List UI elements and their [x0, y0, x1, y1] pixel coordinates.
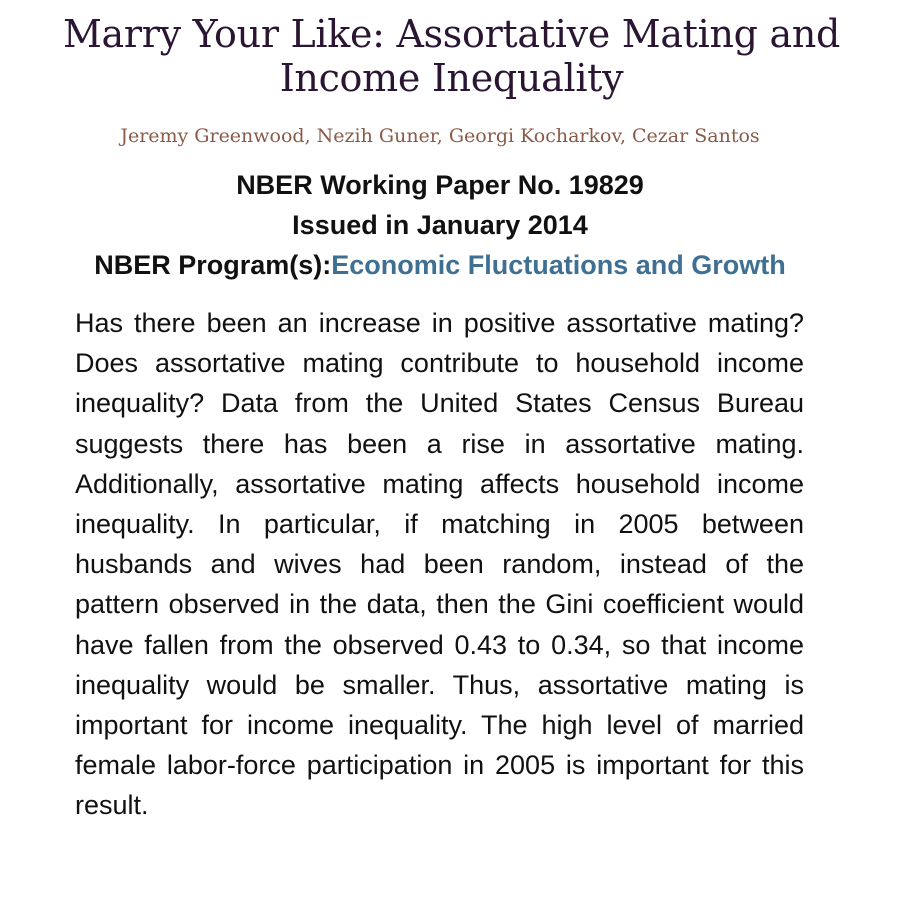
- program-label: NBER Program(s):: [94, 250, 332, 280]
- program-link[interactable]: Economic Fluctuations and Growth: [331, 250, 786, 280]
- abstract-text: Has there been an increase in positive assortative mating? Does assortative mating contribute to household income inequality? Data from the United States Census Bureau suggests there has been a rise in assortative mating. Additionally, assortative mating affects household income inequality. In particular, if matching in 2005 between husbands and wives had been random, instead of the pattern observed in the data, then the Gini coefficient would have fallen from the observed 0.43 to 0.34, so that income inequality would be smaller. Thus, assortative mating is important for income inequality. The high level of married female labor-force participation in 2005 is important for this result.: [75, 308, 804, 821]
- paper-title: Marry Your Like: Assortative Mating and Income Inequality: [62, 12, 841, 100]
- issue-date: Issued in January 2014: [292, 210, 588, 240]
- paper-authors: Jeremy Greenwood, Nezih Guner, Georgi Kocharkov, Cezar Santos: [120, 125, 760, 147]
- program-line: [0, 250, 880, 281]
- working-paper-number: NBER Working Paper No. 19829: [236, 170, 644, 200]
